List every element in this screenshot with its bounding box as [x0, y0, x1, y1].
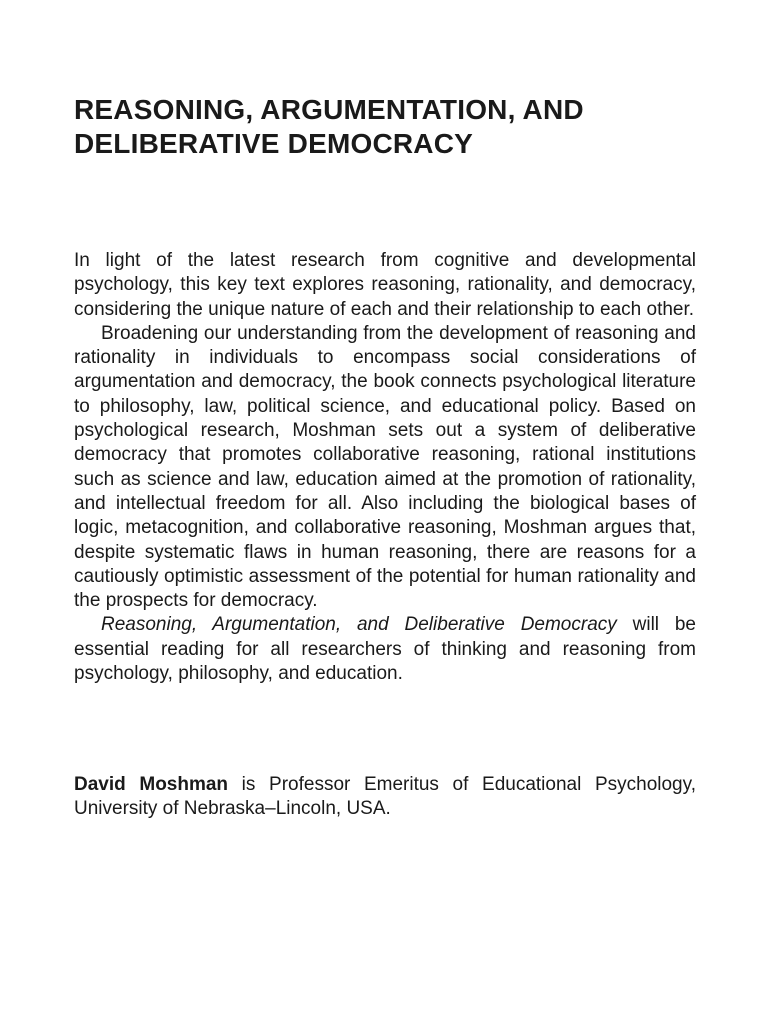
description-paragraph-3-rest: will be essential reading for all researchers of thinking and reasoning from psychology, philosophy, and education. [74, 614, 696, 685]
book-title-italic: Reasoning, Argumentation, and Deliberative Democracy [101, 614, 617, 636]
description-paragraph-3 [74, 613, 696, 686]
book-description [74, 249, 696, 686]
book-title [74, 93, 696, 161]
book-title-line-2: DELIBERATIVE DEMOCRACY [74, 128, 474, 159]
book-title-line-1: REASONING, ARGUMENTATION, AND [74, 94, 584, 125]
author-bio-text: is Professor Emeritus of Educational Psychology, University of Nebraska–Lincoln, USA. [74, 774, 696, 820]
description-paragraph-2: Broadening our understanding from the development of reasoning and rationality in individuals to encompass social considerations of argumentation and democracy, the book connects psychological literature to philosophy, law, political science, and educational policy. Based on psychological research, Moshman sets out a system of deliberative democracy that promotes collaborative reasoning, rational institutions such as science and law, education aimed at the promotion of rationality, and intellectual freedom for all. Also including the biological bases of logic, metacognition, and collaborative reasoning, Moshman argues that, despite systematic flaws in human reasoning, there are reasons for a cautiously optimistic assessment of the potential for human rationality and the prospects for democracy. [74, 322, 696, 612]
description-paragraph-1: In light of the latest research from cognitive and developmental psychology, this key text explores reasoning, rationality, and democracy, considering the unique nature of each and their relationship to each other. [74, 250, 696, 320]
author-name: David Moshman [74, 774, 229, 795]
author-bio [74, 773, 696, 822]
